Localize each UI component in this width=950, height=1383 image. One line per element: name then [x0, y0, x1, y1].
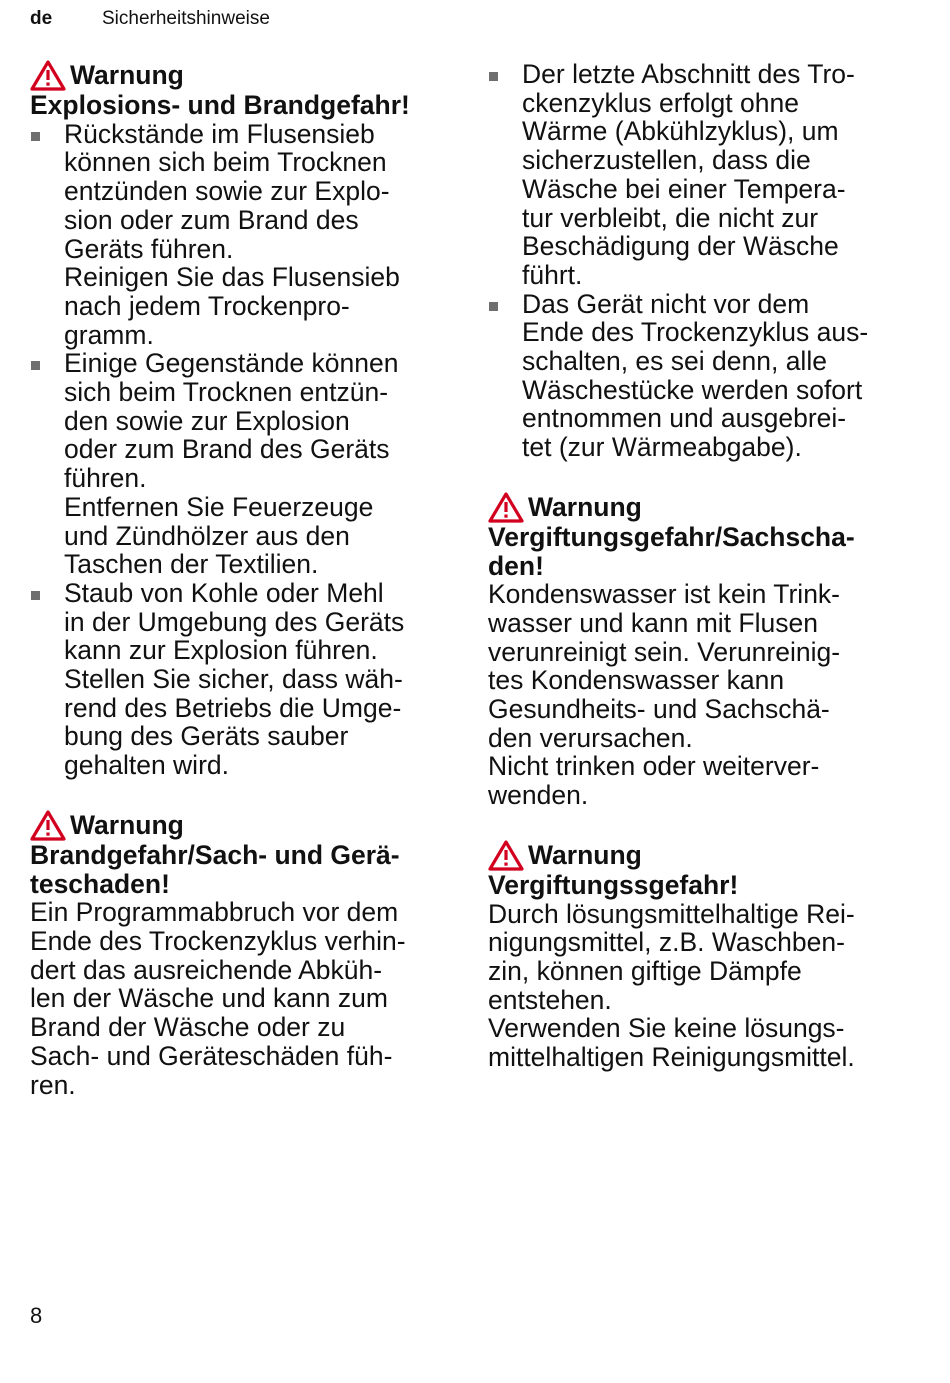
warning-label: Warnung [528, 840, 642, 871]
warning-body: Kondenswasser ist kein Trink- wasser und kann mit Flusen verunreinigt sein. Verunreinig- tes Kondenswasser kann Gesundheits- und Sachschä- den verursachen. Nicht trinken oder weiterver- wenden. [488, 579, 841, 811]
warning-label: Warnung [70, 60, 184, 91]
list-item: Rückstände im Flusensieb können sich beim Trocknen entzünden sowie zur Explo- sion oder zum Brand des Geräts führen. Reinigen Sie das Flusensieb nach jedem Trockenpro- gramm. [30, 120, 460, 350]
hazard-title: Vergiftungsgefahr/Sachscha- den! [488, 521, 855, 581]
warning-heading [488, 840, 918, 871]
warning-poisoning-damage [488, 492, 918, 810]
list-item: Das Gerät nicht vor dem Ende des Trockenzyklus aus- schalten, es sei denn, alle Wäschestücke werden sofort entnommen und ausgebrei- tet (zur Wärmeabgabe). [488, 290, 918, 462]
right-column [488, 60, 918, 1102]
warning-explosion [30, 60, 460, 780]
list-item: Staub von Kohle oder Mehl in der Umgebung des Geräts kann zur Explosion führen. Stellen Sie sicher, dass wäh- rend des Betriebs die Umge- bung des Geräts sauber gehalten wird. [30, 579, 460, 780]
hazard-title: Vergiftungssgefahr! [488, 869, 739, 900]
list-item: Einige Gegenstände können sich beim Trocknen entzün- den sowie zur Explosion oder zum Brand des Geräts führen. Entfernen Sie Feuerzeuge und Zündhölzer aus den Taschen der Textilien. [30, 349, 460, 579]
warning-triangle-icon [488, 840, 524, 871]
language-code: de [30, 8, 53, 29]
warning-poisoning [488, 840, 918, 1072]
warning-heading [30, 810, 460, 841]
warning-triangle-icon [30, 60, 66, 91]
left-column [30, 60, 460, 1129]
warning-fire-damage [30, 810, 460, 1099]
warning-label: Warnung [528, 491, 642, 522]
hazard-title: Explosions- und Brandgefahr! [30, 90, 410, 120]
warning-triangle-icon [488, 492, 524, 523]
page-number: 8 [30, 1303, 43, 1328]
bullet-list [488, 60, 918, 462]
warning-body: Ein Programmabbruch vor dem Ende des Trockenzyklus verhin- dert das ausreichende Abküh- len der Wäsche und kann zum Brand der Wäsche oder zu Sach- und Geräteschäden füh- ren. [30, 897, 406, 1100]
warning-label: Warnung [70, 810, 184, 841]
section-title: Sicherheitshinweise [102, 8, 270, 29]
hazard-title: Brandgefahr/Sach- und Gerä- teschaden! [30, 839, 400, 899]
warning-body: Durch lösungsmittelhaltige Rei- nigungsmittel, z.B. Waschben- zin, können giftige Dämpfe entstehen. Verwenden Sie keine lösungs- mittelhaltigen Reinigungsmittel. [488, 898, 855, 1073]
list-item: Der letzte Abschnitt des Tro- ckenzyklus erfolgt ohne Wärme (Abkühlzyklus), um sicherzustellen, dass die Wäsche bei einer Tempera- tur verbleibt, die nicht zur Beschädigung der Wäsche führt. [488, 60, 918, 290]
warning-heading [30, 60, 460, 91]
continued-bullets [488, 60, 918, 462]
warning-triangle-icon [30, 810, 66, 841]
bullet-list [30, 120, 460, 780]
warning-heading [488, 492, 918, 523]
